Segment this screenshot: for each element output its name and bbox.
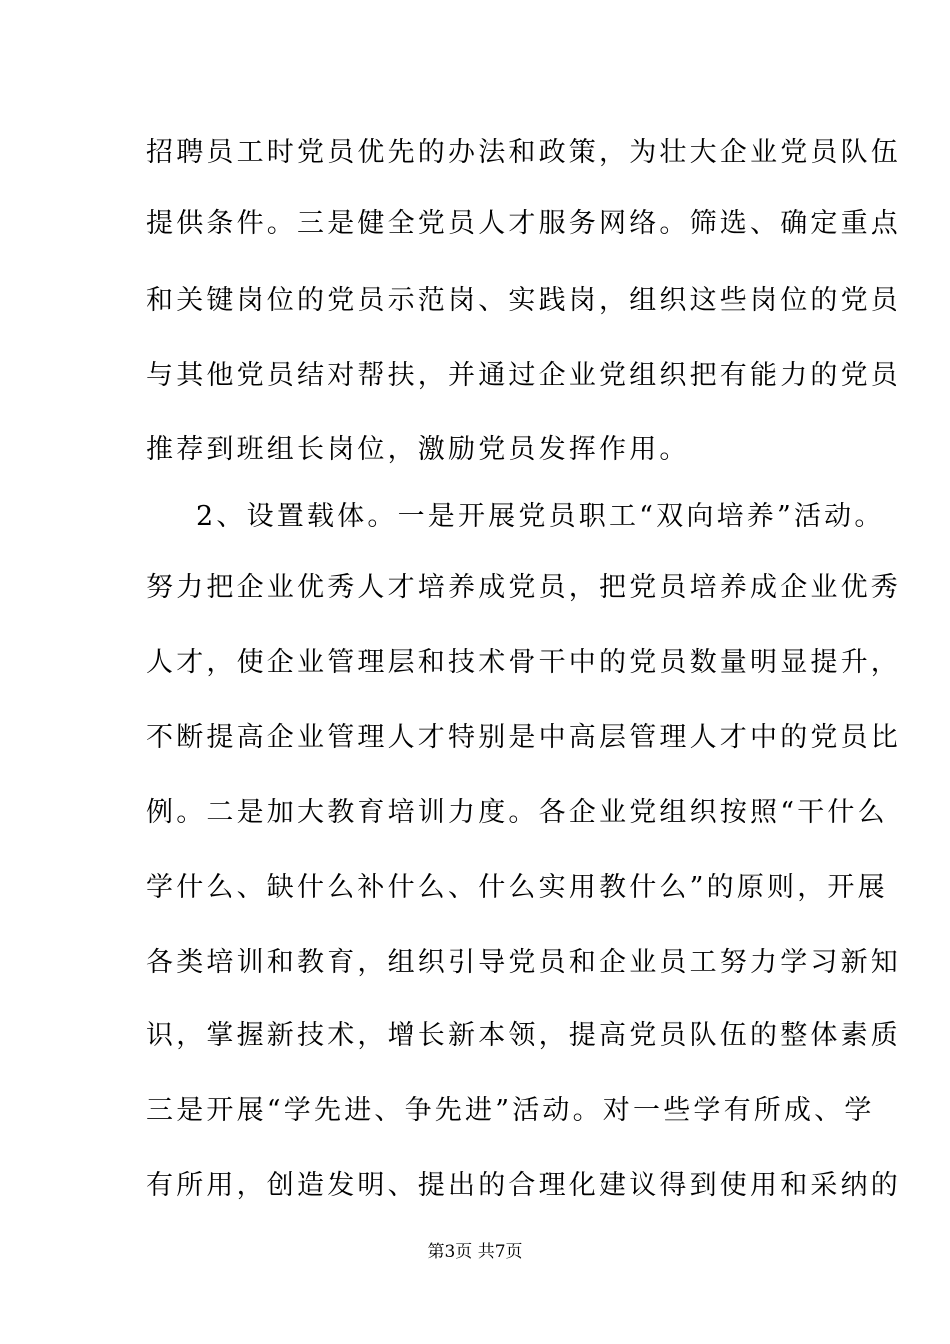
page-number-footer: 第3页 共7页 xyxy=(427,1242,523,1262)
paragraph-2-first-line: 2、设置载体。一是开展党员职工“双向培养”活动。 xyxy=(196,501,885,532)
text-line-8: 人才，使企业管理层和技术骨干中的党员数量明显提升， xyxy=(146,647,901,678)
text-line-1: 招聘员工时党员优先的办法和政策，为壮大企业党员队伍 xyxy=(146,137,901,168)
text-line-3: 和关键岗位的党员示范岗、实践岗，组织这些岗位的党员 xyxy=(146,285,901,316)
text-line-10: 例。二是加大教育培训力度。各企业党组织按照“干什么 xyxy=(146,797,888,828)
text-line-14: 三是开展“学先进、争先进”活动。对一些学有所成、学 xyxy=(146,1095,875,1126)
text-line-13: 识，掌握新技术，增长新本领，提高党员队伍的整体素质 xyxy=(146,1020,901,1051)
text-line-15: 有所用，创造发明、提出的合理化建议得到使用和采纳的 xyxy=(146,1170,901,1201)
text-line-12: 各类培训和教育，组织引导党员和企业员工努力学习新知 xyxy=(146,947,901,978)
text-line-7: 努力把企业优秀人才培养成党员，把党员培养成企业优秀 xyxy=(146,572,901,603)
text-line-4: 与其他党员结对帮扶，并通过企业党组织把有能力的党员 xyxy=(146,360,901,391)
text-line-5: 推荐到班组长岗位，激励党员发挥作用。 xyxy=(146,434,690,465)
text-line-2: 提供条件。三是健全党员人才服务网络。筛选、确定重点 xyxy=(146,208,901,239)
text-line-9: 不断提高企业管理人才特别是中高层管理人才中的党员比 xyxy=(146,722,901,753)
text-line-11: 学什么、缺什么补什么、什么实用教什么”的原则，开展 xyxy=(146,872,888,903)
